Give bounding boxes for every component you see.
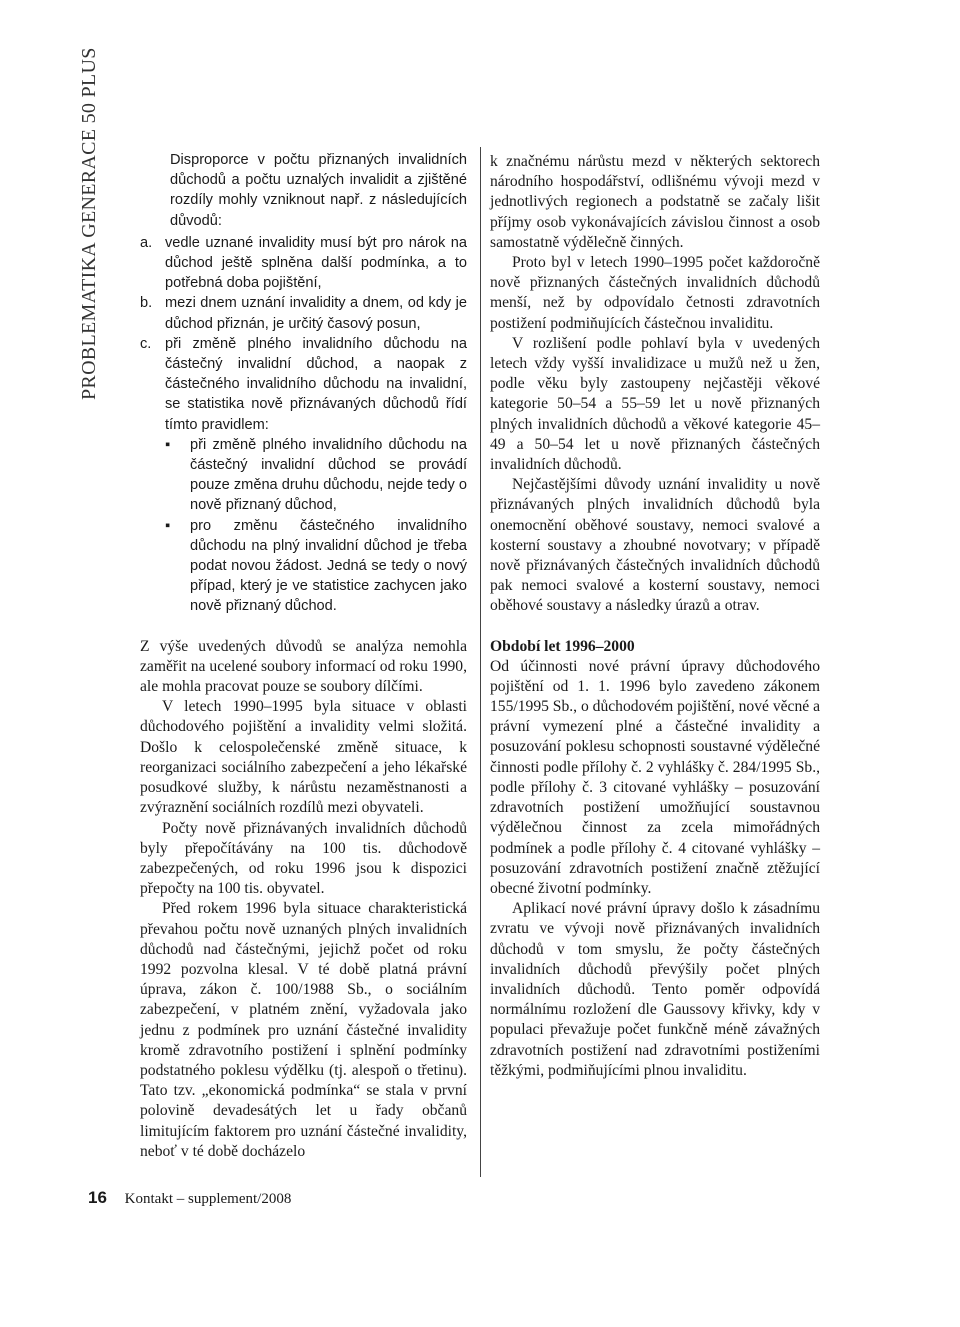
- section-heading: Období let 1996–2000: [490, 637, 635, 655]
- left-column: [140, 150, 467, 1162]
- body-paragraph: Počty nově přiznávaných invalidních důchodů byly přepočítávány na 100 tis. důchodově zabezpečených, od roku 1996 jsou k dispozici přepočty na 100 tis. obyvatel.: [140, 819, 467, 898]
- list-item: a. vedle uznané invalidity musí být pro nárok na důchod ještě splněna další podmínka, a to potřebná doba pojištění,: [140, 234, 467, 292]
- rule-bullets: [165, 435, 467, 617]
- body-paragraph: V letech 1990–1995 byla situace v oblasti důchodového pojištění a invalidity velmi složitá. Došlo k celospolečenské změně situace, k reorganizaci sociálního zabezpečení a jeho lékařské posudkové služby, k nárůstu nezaměstnanosti a zvýraznění sociálních rozdílů mezi obyvateli.: [140, 698, 467, 817]
- list-item: b. mezi dnem uznání invalidity a dnem, od kdy je důchod přiznán, je určitý časový posun,: [140, 295, 467, 332]
- page-footer: [88, 1188, 291, 1208]
- body-paragraph: Od účinnosti nové právní úpravy důchodového pojištění od 1. 1. 1996 bylo zavedeno zákonem 155/1995 Sb., o důchodovém pojištění, nové věcné a právní vymezení plné a částečné invalidity a posuzování poklesu schopnosti soustavné výdělečné činnosti podle přílohy č. 2 vyhlášky č. 284/1995 Sb., podle přílohy č. 3 citované vyhlášky – posuzování zdravotních postižení umožňující soustavnou výdělečnou činnost za zcela mimořádných podmínek a podle přílohy č. 4 citované vyhlášky – posuzování zdravotních postižení značně ztěžující obecné životní podmínky.: [490, 657, 821, 897]
- body-paragraph: Před rokem 1996 byla situace charakteristická převahou počtu nově uznaných plných invalidních důchodů nad částečnými, jejichž počet od roku 1992 pozvolna klesal. V té době platná právní úprava, zákon č. 100/1988 Sb., o sociálním zabezpečení, v platném znění, vyžadovala jako jednu z podmínek pro uznání částečné invalidity kromě zdravotního postižení i splnění podmínky podstatného poklesu výdělku (tj. alespoň o třetinu). Tato tzv. „ekonomická podmínka“ se stala v první polovině devadesátých let u řady občanů limitujícím faktorem pro uznání částečné invalidity, neboť v té době docházelo: [140, 900, 467, 1160]
- body-paragraph: V rozlišení podle pohlaví byla v uvedených letech vždy vyšší invalidizace u mužů než u žen, podle věku byly zastoupeny nejčastěji věkové kategorie 50–54 a 55–59 let u nově přiznaných plných invalidních důchodů a věkové kategorie 45–49 a 50–54 let u nově přiznaných částečných invalidních důchodů.: [490, 334, 820, 474]
- bullet-item: ▪ při změně plného invalidního důchodu na částečný invalidní důchod se provádí pouze změna druhu důchodu, nejde tedy o nově přiznaný důchod,: [165, 436, 467, 514]
- body-paragraph: Proto byl v letech 1990–1995 počet každoročně nově přiznaných částečných invalidních důchodů menší, než by odpovídalo četnosti zdravotních postižení podmiňujících částečnou invaliditu.: [490, 254, 820, 332]
- body-paragraph: Z výše uvedených důvodů se analýza nemohla zaměřit na ucelené soubory informací od roku 1990, ale mohla pracovat pouze se soubory dílčími.: [140, 637, 467, 696]
- running-side-title: PROBLEMATIKA GENERACE 50 PLUS: [78, 47, 100, 400]
- body-paragraph: Nejčastějšími důvody uznání invalidity u nově přiznávaných plných invalidních důchodů byla onemocnění oběhové soustavy, nemoci svalové a kosterní soustavy a zhoubné novotvary; v případě nově přiznávaných částečných invalidních důchodů pak nemoci svalové a kosterní soustavy, nemoci oběhové soustavy a následky úrazů a otrav.: [490, 476, 820, 615]
- body-paragraph: k značnému nárůstu mezd v některých sektorech národního hospodářství, odlišnému vývoji mezd v jednotlivých regionech a podstatně se začaly lišit příjmy osob vykonávajících závislou činnost a osob samostatně výdělečně činných.: [490, 153, 820, 251]
- bullet-item: ▪ pro změnu částečného invalidního důchodu na plný invalidní důchod je třeba podat novou žádost. Jedná se tedy o nový případ, který je ve statistice zachycen jako nově přiznaný důchod.: [165, 517, 467, 615]
- right-column: [490, 152, 820, 1081]
- list-item: c. při změně plného invalidního důchodu na částečný invalidní důchod, a naopak z částečného invalidního důchodu na invalidní, se statistika nově přiznávaných důchodů řídí tímto pravidlem: ▪ při změně plného invalidního důchodu na částečný invalidní důchod se provádí pouze změna druhu důchodu, nejde tedy o nově přiznaný důchod, ▪ pro změnu částečného invalidního důchodu na plný invalidní důchod je třeba podat novou žádost. Jedná se tedy o nový případ, který je ve statistice zachycen jako nově přiznaný důchod.: [140, 334, 467, 617]
- body-paragraph: Aplikací nové právní úpravy došlo k zásadnímu zvratu ve vývoji nově přiznávaných invalidních důchodů v tom smyslu, že počty částečných invalidních důchodů převýšily počet plných invalidních důchodů. Tento poměr odpovídá normálnímu rozložení dle Gaussovy křivky, kdy v populaci převažuje počet funkčně méně závažných zdravotních postižení nad zdravotními postiženími těžkými, podmiňujícími plnou invaliditu.: [490, 900, 820, 1079]
- publication-name: Kontakt – supplement/2008: [124, 1191, 292, 1207]
- intro-paragraph: Disproporce v počtu přiznaných invalidních důchodů a počtu uznalých invalidit a zjištěné rozdíly mohly vzniknout např. z následujících důvodů:: [170, 152, 467, 229]
- column-divider: [480, 147, 481, 1177]
- reasons-list: [140, 233, 467, 617]
- page-number: 16: [88, 1188, 107, 1207]
